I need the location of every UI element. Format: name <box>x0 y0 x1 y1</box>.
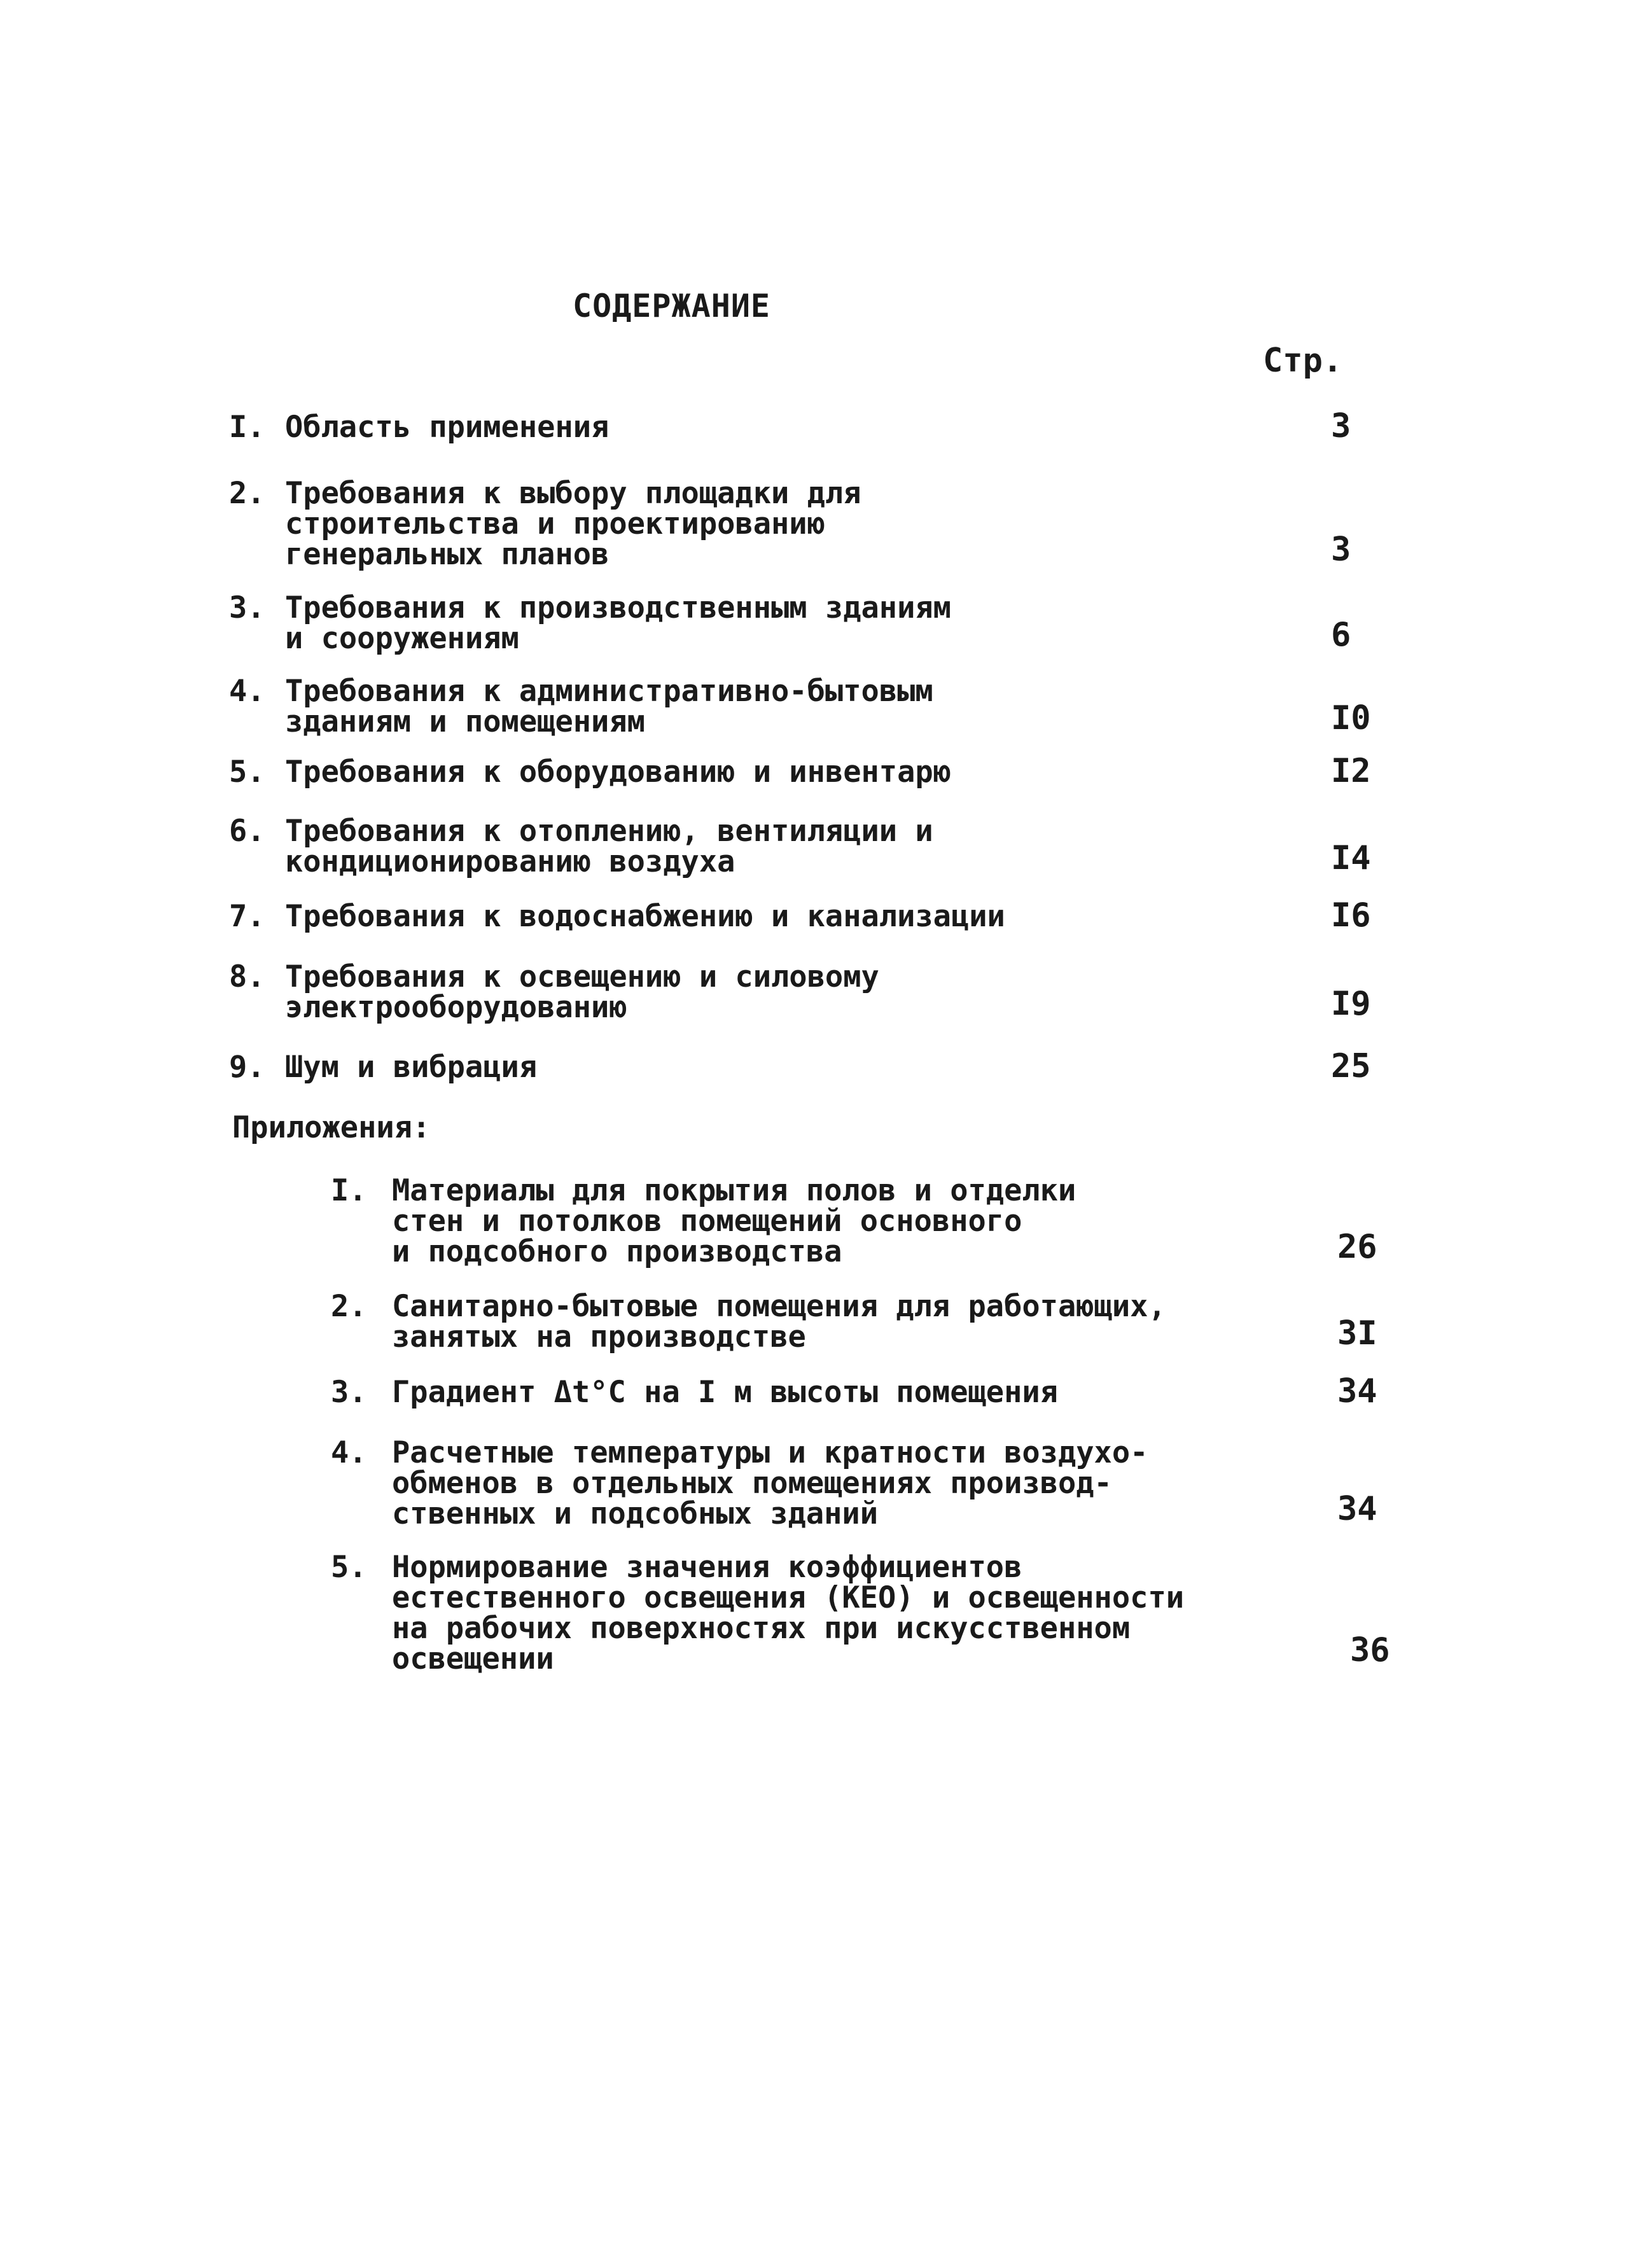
appendix-entry-number: I. <box>331 1173 367 1208</box>
toc-entry <box>229 752 1412 795</box>
appendix-entry-text: Расчетные температуры и кратности воздухо- обменов в отдельных помещениях производ- ственных и подсобных зданий <box>392 1435 1148 1531</box>
toc-entry-number: 3. <box>229 590 265 625</box>
appendix-entry-page: 34 <box>1337 1490 1377 1528</box>
toc-entry-text: Требования к отоплению, вентиляции и кондиционированию воздуха <box>285 814 933 879</box>
toc-entry-text: Требования к административно-бытовым зданиям и помещениям <box>285 674 933 739</box>
toc-entry-page: 25 <box>1331 1047 1371 1085</box>
toc-entry-text: Требования к водоснабжению и канализации <box>285 899 1005 934</box>
page-column-header: Стр. <box>1263 342 1343 380</box>
toc-entry-number: I. <box>229 410 265 445</box>
appendix-entry-page: 34 <box>1337 1372 1377 1410</box>
toc-entry-page: 6 <box>1331 616 1351 654</box>
toc-entry-page: I0 <box>1331 699 1371 737</box>
toc-entry <box>229 959 1412 1026</box>
toc-entry-page: I6 <box>1331 896 1371 935</box>
toc-entry-number: 7. <box>229 899 265 934</box>
toc-entry-page: 3 <box>1331 407 1351 445</box>
toc-entry-page: 3 <box>1331 531 1351 569</box>
appendix-entry <box>331 1552 1425 1680</box>
appendix-entry-number: 4. <box>331 1435 367 1470</box>
toc-entry <box>229 407 1412 450</box>
toc-entry-page: I2 <box>1331 752 1371 790</box>
toc-entry-number: 2. <box>229 476 265 511</box>
appendix-entry-page: 3I <box>1337 1314 1377 1353</box>
toc-entry-number: 9. <box>229 1050 265 1085</box>
toc-entry <box>229 816 1412 880</box>
toc-entry-number: 8. <box>229 959 265 994</box>
toc-entry-text: Требования к освещению и силовому электрооборудованию <box>285 959 879 1025</box>
appendix-entry-text: Градиент Δt°С на I м высоты помещения <box>392 1375 1058 1410</box>
appendix-entry-text: Нормирование значения коэффициентов естественного освещения (КЕО) и освещенности на рабочих поверхностях при искусственном освещении <box>392 1550 1185 1676</box>
appendix-entry <box>331 1372 1425 1416</box>
page-title: СОДЕРЖАНИЕ <box>573 288 771 324</box>
toc-entry-page: I4 <box>1331 839 1371 877</box>
toc-entry-text: Требования к оборудованию и инвентарю <box>285 755 951 790</box>
toc-entry <box>229 478 1412 574</box>
appendix-entry-page: 36 <box>1350 1631 1390 1669</box>
toc-entry-text: Область применения <box>285 410 610 445</box>
toc-entry <box>229 896 1412 940</box>
appendix-entry-number: 2. <box>331 1289 367 1324</box>
toc-entry-number: 6. <box>229 814 265 849</box>
toc-entry-number: 5. <box>229 755 265 790</box>
toc-entry-number: 4. <box>229 674 265 709</box>
appendix-entry <box>331 1291 1425 1355</box>
appendices-heading: Приложения: <box>232 1110 431 1145</box>
appendix-entry-text: Материалы для покрытия полов и отделки стен и потолков помещений основного и подсобного производства <box>392 1173 1076 1269</box>
toc-entry-text: Требования к выбору площадки для строительства и проектированию генеральных планов <box>285 476 861 572</box>
appendix-entry <box>331 1173 1425 1271</box>
toc-entry <box>229 1047 1412 1090</box>
toc-entry-text: Требования к производственным зданиям и сооружениям <box>285 590 951 656</box>
toc-entry-text: Шум и вибрация <box>285 1050 538 1085</box>
toc-entry <box>229 676 1412 740</box>
appendix-entry-number: 5. <box>331 1550 367 1585</box>
appendix-entry-text: Санитарно-бытовые помещения для работающих, занятых на производстве <box>392 1289 1166 1354</box>
appendix-entry-number: 3. <box>331 1375 367 1410</box>
toc-entry-page: I9 <box>1331 985 1371 1023</box>
toc-entry <box>229 590 1412 657</box>
appendix-entry-page: 26 <box>1337 1228 1377 1266</box>
appendix-entry <box>331 1435 1425 1533</box>
